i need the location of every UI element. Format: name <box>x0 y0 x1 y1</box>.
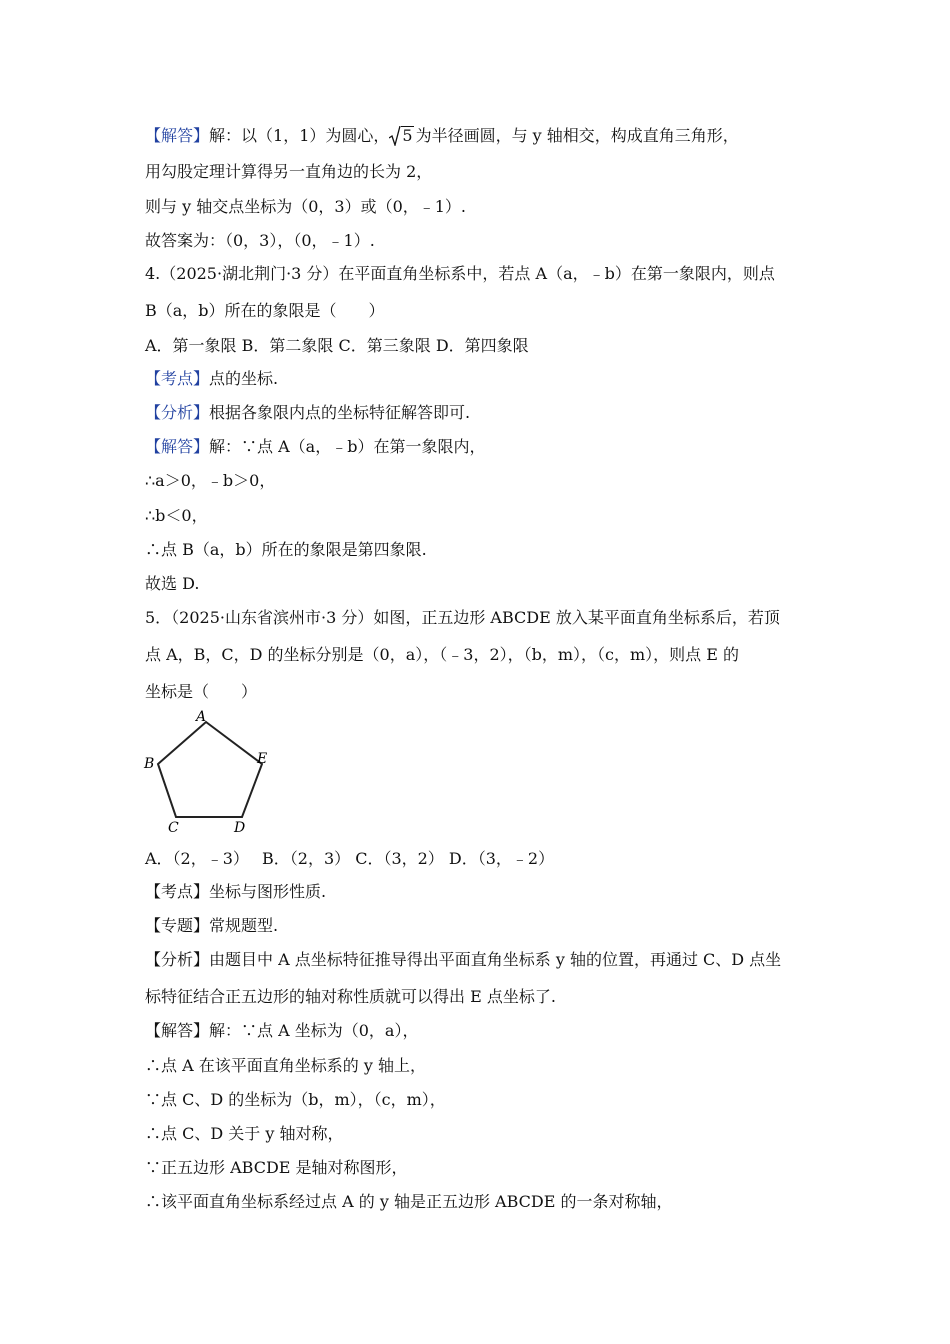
q5-step-1: ∴点 A 在该平面直角坐标系的 y 轴上， <box>145 1056 426 1075</box>
q5-step-3: ∴点 C、D 关于 y 轴对称， <box>145 1124 344 1143</box>
q4-step-1: ∴a＞0，﹣b＞0， <box>145 471 276 490</box>
answer-line-2: 用勾股定理计算得另一直角边的长为 2， <box>145 162 433 181</box>
answer-line-4: 故答案为：（0，3），（0，﹣1）. <box>145 231 375 250</box>
q4-step-3: ∴点 B（a，b）所在的象限是第四象限. <box>145 540 427 559</box>
label-B: B <box>144 756 155 772</box>
q4-options: A．第一象限 B．第二象限 C．第三象限 D．第四象限 <box>145 336 529 355</box>
answer-line-1: 【解答】解：以（1，1）为圆心， 5 为半径画圆，与 y 轴相交，构成直角三角形， <box>145 124 739 148</box>
q5-kaodian: 【考点】坐标与图形性质. <box>145 882 327 901</box>
q5-options: A．（2，﹣3） B．（2，3） C．（3，2） D．（3，﹣2） <box>145 849 555 868</box>
q4-jieda: 【解答】解：∵点 A（a，﹣b）在第一象限内， <box>145 437 486 456</box>
q5-jieda: 【解答】解：∵点 A 坐标为（0，a）， <box>145 1021 419 1040</box>
label-D: D <box>234 820 246 836</box>
q4-step-4: 故选 D. <box>145 574 200 593</box>
q5-step-2: ∵点 C、D 的坐标为（b，m），（c，m）， <box>145 1090 446 1109</box>
q5-zhuanti: 【专题】常规题型. <box>145 916 279 935</box>
q4-kaodian: 【考点】点的坐标. <box>145 369 279 388</box>
q5-step-4: ∵正五边形 ABCDE 是轴对称图形， <box>145 1158 408 1177</box>
label-C: C <box>168 820 179 836</box>
radical-sign-icon <box>389 126 401 146</box>
q5-step-5: ∴该平面直角坐标系经过点 A 的 y 轴是正五边形 ABCDE 的一条对称轴， <box>145 1192 673 1211</box>
q4-step-2: ∴b＜0， <box>145 506 208 525</box>
q5-stem-line-1: 5．（2025·山东省滨州市·3 分）如图，正五边形 ABCDE 放入某平面直角坐标系后，若顶 <box>145 608 780 627</box>
q4-fenxi: 【分析】根据各象限内点的坐标特征解答即可. <box>145 403 471 422</box>
pentagon-figure <box>140 706 280 838</box>
q4-stem-line-1: 4.（2025·湖北荆门·3 分）在平面直角坐标系中，若点 A（a，﹣b）在第一象限内，则点 <box>145 264 775 283</box>
answer-line-3: 则与 y 轴交点坐标为（0，3）或（0，﹣1）. <box>145 197 467 216</box>
q5-fenxi-line-2: 标特征结合正五边形的轴对称性质就可以得出 E 点坐标了. <box>145 987 556 1006</box>
sqrt-symbol: 5 <box>389 124 413 148</box>
q4-stem-line-2: B（a，b）所在的象限是（ ） <box>145 301 385 320</box>
q5-fenxi-line-1: 【分析】由题目中 A 点坐标特征推导得出平面直角坐标系 y 轴的位置，再通过 C、D 点坐 <box>145 950 782 969</box>
label-A: A <box>196 709 207 725</box>
pentagon-shape <box>158 722 262 817</box>
q5-stem-line-3: 坐标是（ ） <box>145 682 258 701</box>
q5-stem-line-2: 点 A，B，C，D 的坐标分别是（0，a），（﹣3，2），（b，m），（c，m），则点 E 的 <box>145 645 740 664</box>
jieda-tag: 【解答】 <box>145 126 210 145</box>
label-E: E <box>257 751 268 767</box>
